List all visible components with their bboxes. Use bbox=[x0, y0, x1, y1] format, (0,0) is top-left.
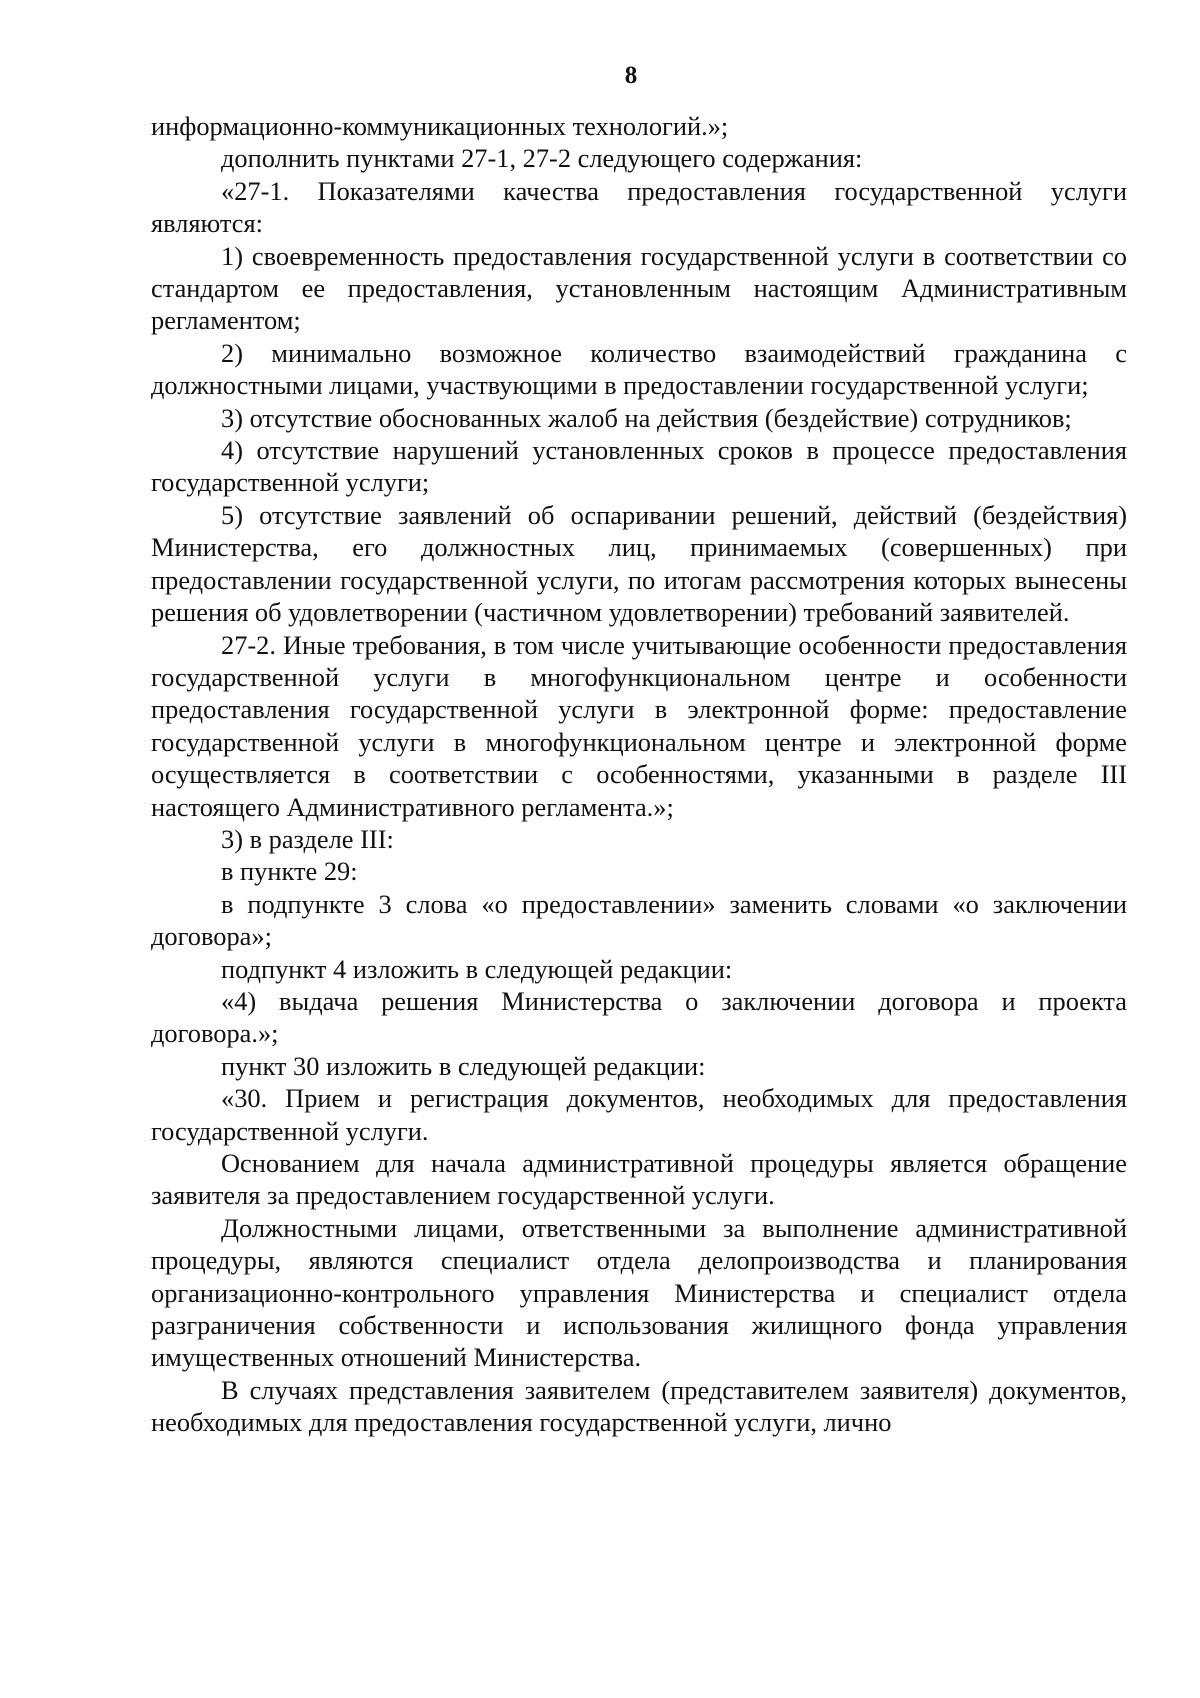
paragraph: пункт 30 изложить в следующей редакции: bbox=[221, 1050, 706, 1081]
paragraph: информационно-коммуникационных технологий.»; bbox=[151, 111, 729, 141]
paragraph: «4) выдача решения Министерства о заключении договора и проекта договора.»; bbox=[151, 985, 1127, 1049]
paragraph: подпункт 4 изложить в следующей редакции: bbox=[221, 953, 733, 984]
paragraph: Должностными лицами, ответственными за выполнение административной процедуры, являются специалист отдела делопроизводства и планирования организационно-контрольного управления Министерства и специалист отдела разграничения собственности и использования жилищного фонда управления имущественных отношений Министерства. bbox=[151, 1212, 1127, 1373]
paragraph: 4) отсутствие нарушений установленных сроков в процессе предоставления государственной услуги; bbox=[151, 435, 1127, 498]
paragraph: 5) отсутствие заявлений об оспаривании решений, действий (бездействия) Министерства, его должностных лиц, принимаемых (совершенных) при предоставлении государственной услуги, по итогам рассмотрения которых вынесены решения об удовлетворении (частичном удовлетворении) требований заявителей. bbox=[151, 499, 1127, 628]
paragraph: 3) отсутствие обоснованных жалоб на действия (бездействие) сотрудников; bbox=[221, 402, 1072, 433]
paragraph: в подпункте 3 слова «о предоставлении» заменить словами «о заключении договора»; bbox=[151, 888, 1127, 952]
paragraph: «27-1. Показателями качества предоставления государственной услуги являются: bbox=[151, 175, 1127, 239]
paragraph: 27-2. Иные требования, в том числе учитывающие особенности предоставления государственной услуги в многофункциональном центре и особенности предоставления государственной услуги в электронной форме: предоставление государственной услуги в многофункциональном центре и электронной форме осуществляется в соответствии с особенностями, указанными в разделе III настоящего Административного регламента.»; bbox=[151, 629, 1127, 822]
paragraph: «30. Прием и регистрация документов, необходимых для предоставления государственной услуги. bbox=[151, 1083, 1127, 1146]
paragraph: 2) минимально возможное количество взаимодействий гражданина с должностными лицами, участвующими в предоставлении государственной услуги; bbox=[151, 337, 1127, 401]
page-number: 8 bbox=[624, 62, 638, 89]
paragraph: в пункте 29: bbox=[221, 856, 358, 887]
paragraph: В случаях представления заявителем (представителем заявителя) документов, необходимых для предоставления государственной услуги, лично bbox=[151, 1374, 1127, 1438]
paragraph: Основанием для начала административной процедуры является обращение заявителя за предоставлением государственной услуги. bbox=[151, 1148, 1127, 1211]
paragraph: 1) своевременность предоставления государственной услуги в соответствии со стандартом ее предоставления, установленным настоящим Административным регламентом; bbox=[151, 240, 1127, 336]
paragraph: дополнить пунктами 27-1, 27-2 следующего содержания: bbox=[221, 143, 863, 174]
document-body bbox=[151, 110, 1127, 1439]
paragraph: 3) в разделе III: bbox=[221, 823, 394, 854]
